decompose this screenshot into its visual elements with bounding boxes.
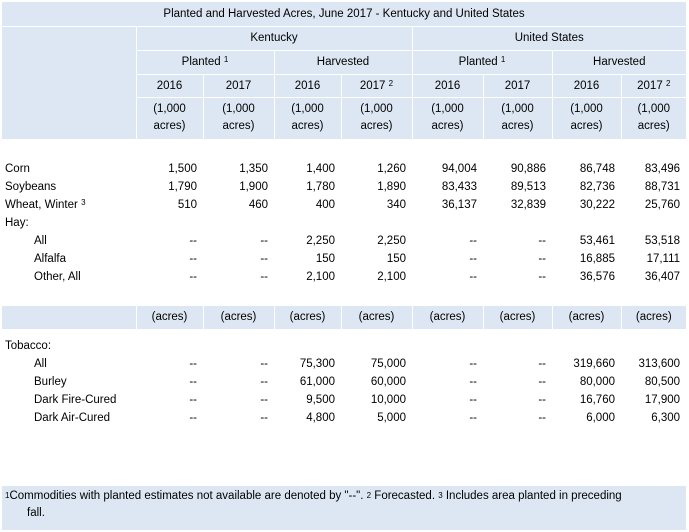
value-cell: 1,890 [377,180,406,193]
unit-line: (1,000 [431,102,464,115]
value-cell: 150 [315,252,335,265]
spacer-row [2,329,686,337]
spacer-cell [341,427,412,449]
section-label-filler [136,214,686,232]
value-cell: 1,350 [239,162,268,175]
spacer-cell [203,329,274,337]
spacer-cell [136,139,203,160]
table-row [2,196,686,214]
measure-label: Planted [181,56,221,68]
spacer-cell [552,286,621,306]
header-spacer [2,50,136,74]
value-cell: -- [538,375,546,388]
acres-unit-header: (acres) [412,306,483,329]
spacer-cell [136,427,203,449]
value-cell: 6,000 [586,411,615,424]
year-header [341,74,412,97]
year-header: 2016 [274,74,341,97]
value-cell: 88,731 [644,180,681,193]
value-cell: -- [469,357,477,370]
value-cell: 83,496 [644,162,681,175]
row-label-text: All [34,234,47,247]
value-cell: 400 [315,198,335,211]
acres-unit-header: (acres) [274,306,341,329]
value-cell: -- [260,375,268,388]
spacer-cell [621,139,686,160]
value-cell: 94,004 [441,162,477,175]
value-cell: -- [469,393,477,406]
footnote-marker: 1 [223,55,229,64]
spacer-cell [2,427,136,449]
unit-line: acres) [637,119,670,132]
spacer-cell [552,329,621,337]
footnote-line-2: fall. [27,507,45,519]
acres-unit-header: (acres) [136,306,203,329]
table-row [2,355,686,373]
value-cell: 90,886 [510,162,546,175]
value-cell: 319,660 [573,357,615,370]
value-cell: -- [260,357,268,370]
unit-line: (1,000 [570,102,603,115]
value-cell: 89,513 [510,180,546,193]
spacer-cell [341,286,412,306]
spacer-cell [341,329,412,337]
header-spacer [2,27,136,51]
spacer-cell [274,427,341,449]
unit-header [341,97,412,139]
unit-line: acres) [501,119,534,132]
value-cell: 17,111 [646,252,681,265]
year-header: 2017 [483,74,552,97]
row-label [2,196,136,214]
value-cell: 1,900 [239,180,268,193]
spacer-cell [412,427,483,449]
value-cell: 4,800 [306,411,335,424]
measure-header-planted [412,50,552,74]
value-cell: -- [189,357,197,370]
value-cell: -- [538,393,546,406]
footnote-marker: 3 [81,197,86,207]
row-label [2,160,136,178]
value-cell: -- [189,411,197,424]
value-cell: -- [469,375,477,388]
table-row [2,268,686,286]
value-cell: 5,000 [377,411,406,424]
unit-header [136,97,203,139]
row-label-text: Dark Air-Cured [34,411,111,424]
spacer-cell [203,139,274,160]
year-header: 2016 [552,74,621,97]
value-cell: -- [538,357,546,370]
spacer-cell [136,286,203,306]
spacer-cell [621,427,686,449]
value-cell: -- [469,411,477,424]
value-cell: 9,500 [306,393,335,406]
value-cell: 17,900 [644,393,681,406]
spacer-cell [274,139,341,160]
spacer-cell [274,286,341,306]
year-header: 2016 [136,74,203,97]
value-cell: -- [538,270,546,283]
spacer-cell [203,286,274,306]
spacer-cell [412,139,483,160]
spacer-cell [2,139,136,160]
section-label: Tobacco: [5,339,52,352]
value-cell: 6,300 [651,411,681,424]
unit-line: (1,000 [222,102,255,115]
row-label [2,391,136,409]
acres-unit-header: (acres) [341,306,412,329]
unit-line: acres) [153,119,186,132]
spacer-cell [552,427,621,449]
value-cell: 53,461 [579,234,615,247]
acres-unit-header: (acres) [552,306,621,329]
value-cell: 2,250 [377,234,406,247]
row-label-text: Alfalfa [34,252,66,265]
row-label-text: All [34,357,47,370]
spacer-cell [621,329,686,337]
spacer-row [2,427,686,449]
value-cell: 2,100 [306,270,335,283]
measure-header-harvested: Harvested [552,50,686,74]
row-label-text: Wheat, Winter [5,198,78,211]
footnote-marker: 2 [388,78,394,88]
section-label-row [2,214,686,232]
year-label: 2017 [359,79,386,92]
value-cell: 1,260 [377,162,406,175]
acres-unit-header: (acres) [621,306,686,329]
value-cell: 2,100 [377,270,406,283]
value-cell: -- [538,411,546,424]
header-spacer [2,97,136,139]
spacer-cell [274,329,341,337]
spacer-cell [412,286,483,306]
value-cell: -- [538,252,546,265]
acres-unit-header: (acres) [483,306,552,329]
footnote-text: Forecasted. [371,490,439,502]
spacer-cell [2,329,136,337]
unit-line: acres) [431,119,464,132]
row-label [2,232,136,250]
value-cell: -- [538,234,546,247]
unit-line: acres) [291,119,324,132]
spacer-cell [483,139,552,160]
spacer-cell [483,329,552,337]
measure-label: Planted [458,56,498,68]
region-header-kentucky: Kentucky [136,27,412,51]
value-cell: -- [469,252,477,265]
row-label [2,178,136,196]
unit-line: (1,000 [153,102,186,115]
value-cell: 16,885 [579,252,615,265]
value-cell: -- [189,393,197,406]
value-cell: 75,300 [299,357,335,370]
row-label [2,268,136,286]
value-cell: -- [189,270,197,283]
row-label [2,373,136,391]
value-cell: 75,000 [370,357,406,370]
footnote-marker: 1 [500,55,506,64]
unit-header [203,97,274,139]
unit-line: (1,000 [360,102,393,115]
spacer-cell [136,329,203,337]
value-cell: 460 [248,198,268,211]
value-cell: 61,000 [299,375,335,388]
unit-header [483,97,552,139]
measure-header-planted [136,50,274,74]
value-cell: -- [189,234,197,247]
value-cell: 83,433 [441,180,477,193]
value-cell: 1,400 [306,162,335,175]
table-row [2,160,686,178]
row-label-text: Corn [5,162,30,175]
value-cell: 80,500 [644,375,681,388]
footnote-text: Includes area planted in preceding [442,490,622,502]
table-title: Planted and Harvested Acres, June 2017 - Kentucky and United States [2,2,686,27]
year-header [621,74,686,97]
spacer-cell [2,286,136,306]
value-cell: -- [469,270,477,283]
value-cell: -- [189,252,197,265]
value-cell: -- [260,411,268,424]
unit-line: acres) [222,119,255,132]
row-label-text: Dark Fire-Cured [34,393,117,406]
value-cell: 1,780 [306,180,335,193]
value-cell: 1,500 [168,162,197,175]
unit-line: acres) [570,119,603,132]
row-label [2,409,136,427]
footnote-text: Commodities with planted estimates not available are denoted by "--". [9,490,367,502]
year-label: 2017 [637,79,663,92]
value-cell: 36,576 [579,270,615,283]
value-cell: 53,518 [644,234,681,247]
row-label [2,355,136,373]
measure-header-harvested: Harvested [274,50,412,74]
unit-header [621,97,686,139]
spacer-cell [621,286,686,306]
value-cell: 313,600 [638,357,681,370]
value-cell: 510 [177,198,197,211]
table-row [2,232,686,250]
row-label [2,250,136,268]
section-label-row [2,337,686,355]
unit-header [552,97,621,139]
row-label-text: Burley [34,375,67,388]
acres-unit-header: (acres) [203,306,274,329]
value-cell: -- [260,393,268,406]
value-cell: -- [260,270,268,283]
value-cell: 86,748 [579,162,615,175]
value-cell: 340 [386,198,406,211]
table-row [2,409,686,427]
value-cell: -- [189,375,197,388]
year-header: 2017 [203,74,274,97]
unit-line: acres) [360,119,393,132]
footnote-marker: 2 [665,78,671,88]
value-cell: 2,250 [306,234,335,247]
header-spacer [2,306,136,329]
table-row [2,250,686,268]
spacer-cell [341,139,412,160]
unit-header [274,97,341,139]
row-label-text: Soybeans [5,180,57,193]
footnote-line-1 [5,488,683,505]
value-cell: 82,736 [579,180,615,193]
table-row [2,373,686,391]
value-cell: -- [260,234,268,247]
section-label-filler [136,337,686,355]
value-cell: 36,407 [644,270,681,283]
footnote-marker: 3 [438,491,443,500]
value-cell: 60,000 [370,375,406,388]
year-header: 2016 [412,74,483,97]
row-label-text: Other, All [34,270,81,283]
value-cell: 30,222 [579,198,615,211]
unit-line: (1,000 [501,102,534,115]
footnote-marker: 1 [5,491,10,500]
table-row [2,391,686,409]
value-cell: 150 [386,252,406,265]
acreage-table [2,2,686,449]
footnote [2,486,686,530]
footnote-marker: 2 [366,491,372,500]
header-spacer [2,74,136,97]
value-cell: 25,760 [644,198,681,211]
value-cell: 1,790 [168,180,197,193]
unit-header [412,97,483,139]
spacer-row [2,286,686,306]
spacer-row [2,139,686,160]
unit-line: (1,000 [637,102,671,115]
value-cell: 32,839 [510,198,546,211]
value-cell: 36,137 [441,198,477,211]
value-cell: -- [469,234,477,247]
unit-line: (1,000 [291,102,324,115]
value-cell: 10,000 [370,393,406,406]
unit-row [2,306,686,329]
value-cell: -- [260,252,268,265]
spacer-cell [203,427,274,449]
table-row [2,178,686,196]
spacer-cell [412,329,483,337]
region-header-us: United States [412,27,686,51]
spacer-cell [483,427,552,449]
value-cell: 80,000 [579,375,615,388]
value-cell: 16,760 [579,393,615,406]
spacer-cell [552,139,621,160]
spacer-cell [483,286,552,306]
section-label: Hay: [5,216,29,229]
